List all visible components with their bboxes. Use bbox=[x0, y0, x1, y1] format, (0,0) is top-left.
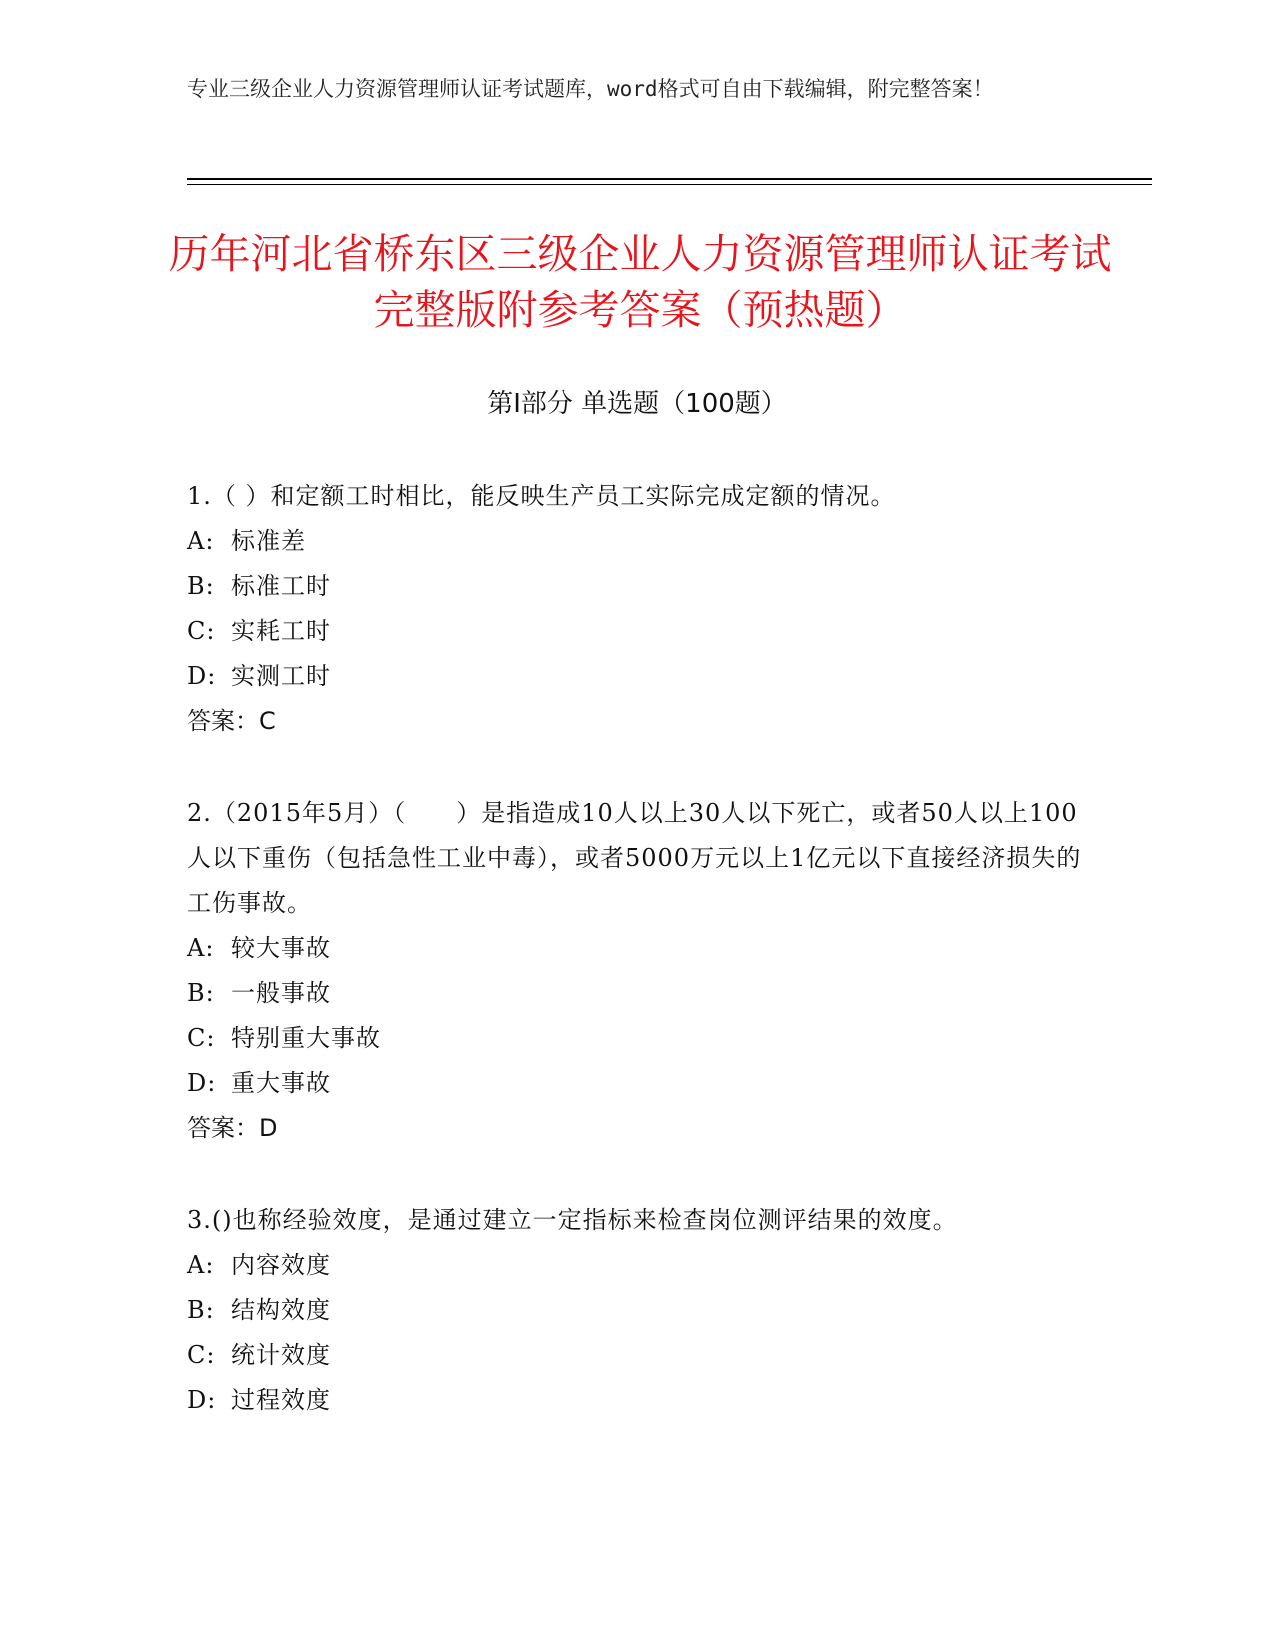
header-rule-thick bbox=[187, 178, 1152, 180]
option-key: A: bbox=[187, 527, 215, 555]
option-key: A: bbox=[187, 934, 215, 962]
question-2 bbox=[187, 791, 1087, 1151]
option-c bbox=[187, 1016, 1087, 1061]
document-title: 历年河北省桥东区三级企业人力资源管理师认证考试完整版附参考答案（预热题） bbox=[168, 230, 1112, 334]
option-text: 标准差 bbox=[231, 527, 306, 555]
option-text: 实测工时 bbox=[231, 662, 331, 690]
option-text: 标准工时 bbox=[231, 572, 331, 600]
option-d bbox=[187, 654, 1087, 699]
option-c bbox=[187, 609, 1087, 654]
question-stem: 2.（2015年5月）（ ）是指造成10人以上30人以下死亡，或者50人以上100人以下重伤（包括急性工业中毒），或者5000万元以上1亿元以下直接经济损失的工伤事故。 bbox=[187, 799, 1082, 917]
option-text: 内容效度 bbox=[231, 1251, 331, 1279]
answer-line: 答案：C bbox=[187, 707, 276, 735]
option-text: 过程效度 bbox=[231, 1386, 331, 1414]
option-a bbox=[187, 926, 1087, 971]
option-key: D: bbox=[187, 1069, 217, 1097]
option-a bbox=[187, 519, 1087, 564]
option-key: D: bbox=[187, 662, 217, 690]
option-a bbox=[187, 1243, 1087, 1288]
option-key: B: bbox=[187, 979, 215, 1007]
header-rule-thin bbox=[187, 184, 1152, 185]
option-key: C: bbox=[187, 1024, 216, 1052]
option-key: C: bbox=[187, 617, 216, 645]
option-text: 一般事故 bbox=[231, 979, 331, 1007]
header-note: 专业三级企业人力资源管理师认证考试题库，word格式可自由下载编辑，附完整答案！ bbox=[187, 77, 994, 101]
option-b bbox=[187, 1288, 1087, 1333]
question-stem: 1.（ ）和定额工时相比，能反映生产员工实际完成定额的情况。 bbox=[187, 482, 896, 510]
option-b bbox=[187, 971, 1087, 1016]
question-1 bbox=[187, 474, 1087, 744]
option-c bbox=[187, 1333, 1087, 1378]
option-text: 重大事故 bbox=[231, 1069, 331, 1097]
option-text: 实耗工时 bbox=[231, 617, 331, 645]
option-key: B: bbox=[187, 572, 215, 600]
section-title: 第I部分 单选题（100题） bbox=[487, 389, 787, 419]
option-text: 较大事故 bbox=[231, 934, 331, 962]
question-stem: 3.()也称经验效度，是通过建立一定指标来检查岗位测评结果的效度。 bbox=[187, 1206, 958, 1234]
answer-line: 答案：D bbox=[187, 1114, 278, 1142]
option-key: C: bbox=[187, 1341, 216, 1369]
option-key: A: bbox=[187, 1251, 215, 1279]
option-d bbox=[187, 1061, 1087, 1106]
option-key: D: bbox=[187, 1386, 217, 1414]
option-text: 结构效度 bbox=[231, 1296, 331, 1324]
option-d bbox=[187, 1378, 1087, 1423]
option-key: B: bbox=[187, 1296, 215, 1324]
option-b bbox=[187, 564, 1087, 609]
question-3 bbox=[187, 1198, 1087, 1423]
option-text: 特别重大事故 bbox=[231, 1024, 381, 1052]
option-text: 统计效度 bbox=[231, 1341, 331, 1369]
